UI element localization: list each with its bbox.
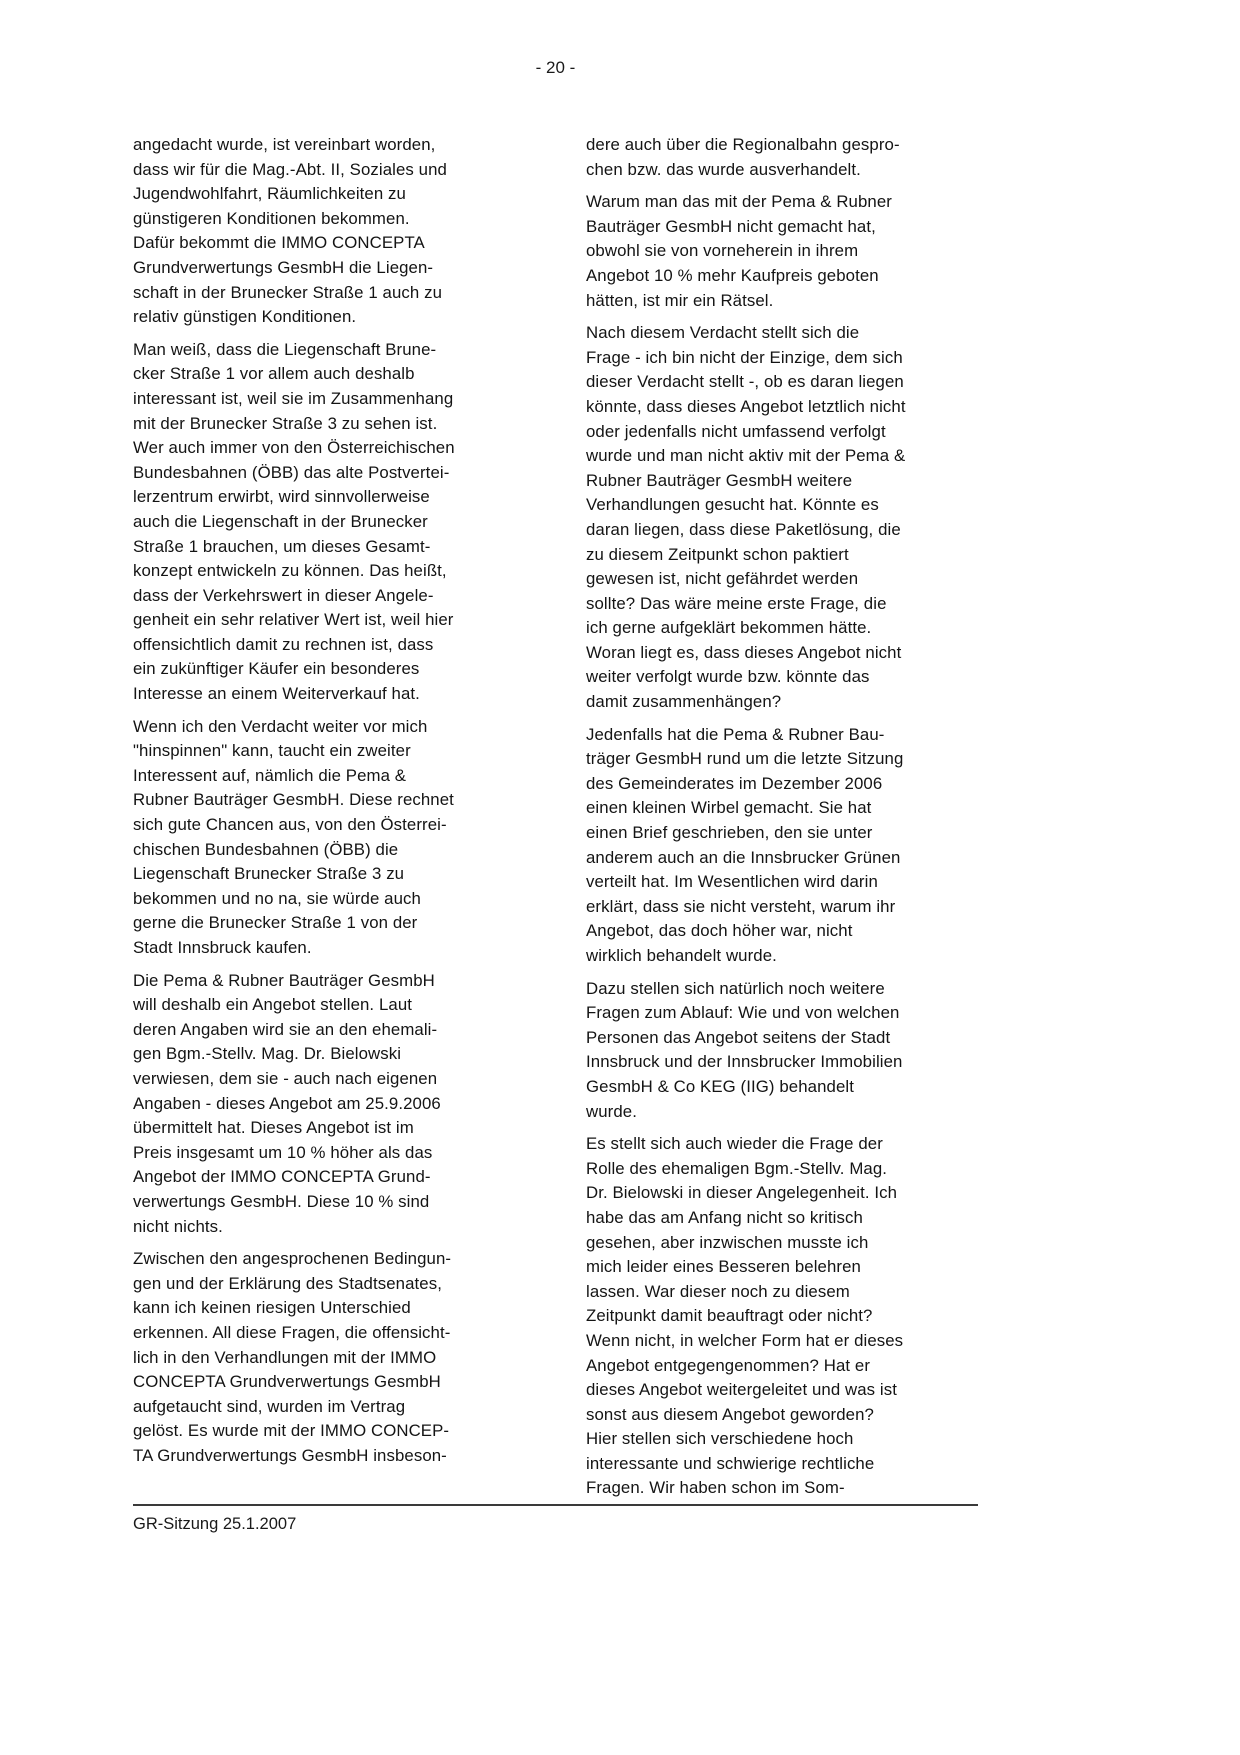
paragraph: Dazu stellen sich natürlich noch weitere Fragen zum Ablauf: Wie und von welchen Personen das Angebot seitens der Stadt Innsbruck und der Innsbrucker Immobilien GesmbH & Co KEG (IIG) behandelt wurde. — [586, 978, 903, 1121]
paragraph: Es stellt sich auch wieder die Frage der Rolle des ehemaligen Bgm.-Stellv. Mag. Dr. Bielowski in dieser Angelegenheit. Ich habe das am Anfang nicht so kritisch gesehen, aber inzwischen musste ich mich leider eines Besseren belehren lassen. War dieser noch zu diesem Zeitpunkt damit beauftragt oder nicht? Wenn nicht, in welcher Form hat er dieses Angebot entgegengenommen? Hat er dieses Angebot weitergeleitet und was ist sonst aus diesem Angebot geworden? Hier stellen sich verschiedene hoch interessante und schwierige rechtliche Fragen. Wir haben schon im Som- — [586, 1134, 904, 1498]
paragraph: Jedenfalls hat die Pema & Rubner Bau- träger GesmbH rund um die letzte Sitzung des Gemeinderates im Dezember 2006 einen kleinen Wirbel gemacht. Sie hat einen Brief geschrieben, den sie unter anderem auch an die Innsbrucker Grünen verteilt hat. Im Wesentlichen wird darin erklärt, dass sie nicht versteht, warum ihr Angebot, das doch höher war, nicht wirklich behandelt wurde. — [586, 724, 904, 965]
footer-text: GR-Sitzung 25.1.2007 — [133, 1515, 297, 1533]
page-footer — [133, 1504, 978, 1535]
paragraph: angedacht wurde, ist vereinbart worden, dass wir für die Mag.-Abt. II, Soziales und Jugendwohlfahrt, Räumlichkeiten zu günstigeren Konditionen bekommen. Dafür bekommt die IMMO CONCEPTA Grundverwertungs GesmbH die Liegen- schaft in der Brunecker Straße 1 auch zu relativ günstigen Konditionen. — [133, 135, 447, 327]
text-columns — [133, 133, 978, 1501]
paragraph: Nach diesem Verdacht stellt sich die Frage - ich bin nicht der Einzige, dem sich dieser Verdacht stellt -, ob es daran liegen könnte, dass dieses Angebot letztlich nicht oder jedenfalls nicht umfassend verfolgt wurde und man nicht aktiv mit der Pema & Rubner Bauträger GesmbH weitere Verhandlungen gesucht hat. Könnte es daran liegen, dass diese Paketlösung, die zu diesem Zeitpunkt schon paktiert gewesen ist, nicht gefährdet werden sollte? Das wäre meine erste Frage, die ich gerne aufgeklärt bekommen hätte. Woran liegt es, dass dieses Angebot nicht weiter verfolgt wurde bzw. könnte das damit zusammenhängen? — [586, 323, 906, 712]
paragraph: Warum man das mit der Pema & Rubner Bauträger GesmbH nicht gemacht hat, obwohl sie von vorneherein in ihrem Angebot 10 % mehr Kaufpreis geboten hätten, ist mir ein Rätsel. — [586, 192, 892, 310]
paragraph: Die Pema & Rubner Bauträger GesmbH will deshalb ein Angebot stellen. Laut deren Angaben wird sie an den ehemali- gen Bgm.-Stellv. Mag. Dr. Bielowski verwiesen, dem sie - auch nach eigenen Angaben - dieses Angebot am 25.9.2006 übermittelt hat. Dieses Angebot ist im Preis insgesamt um 10 % höher als das Angebot der IMMO CONCEPTA Grund- verwertungs GesmbH. Diese 10 % sind nicht nichts. — [133, 970, 441, 1236]
paragraph: Man weiß, dass die Liegenschaft Brune- cker Straße 1 vor allem auch deshalb interessant ist, weil sie im Zusammenhang mit der Brunecker Straße 3 zu sehen ist. Wer auch immer von den Österreichischen Bundesbahnen (ÖBB) das alte Postvertei- lerzentrum erwirbt, wird sinnvollerweise auch die Liegenschaft in der Brunecker Straße 1 brauchen, um dieses Gesamt- konzept entwickeln zu können. Das heißt, dass der Verkehrswert in dieser Angele- genheit ein sehr relativer Wert ist, weil hier offensichtlich damit zu rechnen ist, dass ein zukünftiger Käufer ein besonderes Interesse an einem Weiterverkauf hat. — [133, 339, 455, 704]
right-column — [586, 133, 977, 1501]
page-number: - 20 - — [535, 58, 576, 77]
left-column — [133, 133, 524, 1501]
paragraph: dere auch über die Regionalbahn gespro- chen bzw. das wurde ausverhandelt. — [586, 135, 900, 179]
paragraph: Zwischen den angesprochenen Bedingun- gen und der Erklärung des Stadtsenates, kann ich keinen riesigen Unterschied erkennen. All diese Fragen, die offensicht- lich in den Verhandlungen mit der IMMO CONCEPTA Grundverwertungs GesmbH aufgetaucht sind, wurden im Vertrag gelöst. Es wurde mit der IMMO CONCEP- TA Grundverwertungs GesmbH insbeson- — [133, 1249, 452, 1465]
paragraph: Wenn ich den Verdacht weiter vor mich "hinspinnen" kann, taucht ein zweiter Interessent auf, nämlich die Pema & Rubner Bauträger GesmbH. Diese rechnet sich gute Chancen aus, von den Österrei- chischen Bundesbahnen (ÖBB) die Liegenschaft Brunecker Straße 3 zu bekommen und no na, sie würde auch gerne die Brunecker Straße 1 von der Stadt Innsbruck kaufen. — [133, 716, 454, 957]
